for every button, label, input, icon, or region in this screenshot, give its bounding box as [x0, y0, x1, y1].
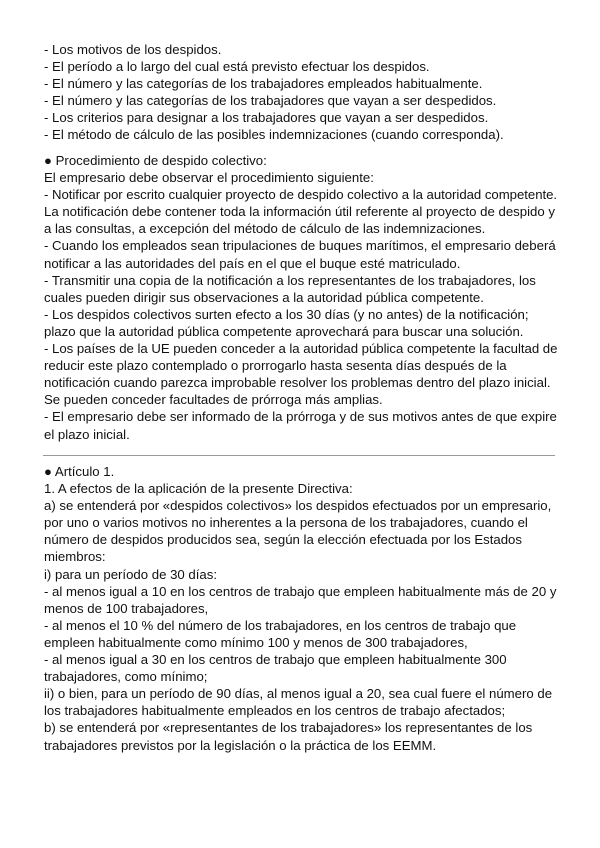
text-line: ii) o bien, para un período de 90 días, al menos igual a 20, sea cual fuere el número de	[44, 686, 553, 702]
text-line: número de despidos producidos sea, según la elección efectuada por los Estados	[44, 532, 522, 548]
text-line: - Los criterios para designar a los trabajadores que vayan a ser despedidos.	[44, 110, 489, 126]
text-line: el plazo inicial.	[44, 426, 130, 442]
text-line: b) se entenderá por «representantes de los trabajadores» los representantes de los	[44, 720, 533, 736]
text-line: notificar a las autoridades del país en el que el buque esté matriculado.	[44, 255, 461, 271]
text-line: ● Procedimiento de despido colectivo:	[44, 153, 267, 168]
text-line: El empresario debe observar el procedimiento siguiente:	[44, 170, 374, 186]
text-line: - Cuando los empleados sean tripulaciones de buques marítimos, el empresario deberá	[44, 238, 556, 254]
text-line: miembros:	[44, 549, 106, 565]
text-line: trabajadores previstos por la legislación o la práctica de los EEMM.	[44, 737, 437, 753]
section-procedimiento	[44, 152, 557, 443]
text-line: notificación cuando parezca improbable resolver los problemas dentro del plazo inicial.	[44, 375, 551, 391]
text-line: - al menos igual a 10 en los centros de trabajo que empleen habitualmente más de 20 y	[44, 583, 557, 599]
text-line: - El período a lo largo del cual está previsto efectuar los despidos.	[44, 59, 430, 75]
text-line: menos de 100 trabajadores,	[44, 600, 209, 616]
text-line: - Transmitir una copia de la notificación a los representantes de los trabajadores, los	[44, 272, 536, 288]
section-divider	[43, 455, 555, 456]
text-line: los trabajadores habitualmente empleados en los centros de trabajo afectados;	[44, 703, 506, 719]
text-line: - El empresario debe ser informado de la prórroga y de sus motivos antes de que expire	[44, 409, 557, 425]
text-line: La notificación debe contener toda la información útil referente al proyecto de despido y	[44, 204, 555, 220]
text-line: reducir este plazo contemplado o prorrogarlo hasta sesenta días después de la	[44, 358, 507, 374]
text-line: - al menos el 10 % del número de los trabajadores, en los centros de trabajo que	[44, 617, 517, 633]
section-articulo-1	[44, 463, 557, 754]
text-line: a) se entenderá por «despidos colectivos» los despidos efectuados por un empresario,	[44, 498, 552, 514]
text-line: Se pueden conceder facultades de prórroga más amplias.	[44, 392, 383, 408]
text-line: empleen habitualmente como mínimo 100 y menos de 300 trabajadores,	[44, 634, 468, 650]
text-line: - El número y las categorías de los trabajadores que vayan a ser despedidos.	[44, 93, 497, 109]
text-line: 1. A efectos de la aplicación de la presente Directiva:	[44, 481, 353, 497]
text-line: - Los despidos colectivos surten efecto a los 30 días (y no antes) de la notificación;	[44, 306, 529, 322]
text-line: por uno o varios motivos no inherentes a la persona de los trabajadores, cuando el	[44, 515, 528, 531]
text-line: - Los motivos de los despidos.	[44, 42, 222, 57]
section-motivos-list	[44, 41, 557, 144]
text-line: ● Artículo 1.	[44, 464, 115, 479]
text-line: - Los países de la UE pueden conceder a la autoridad pública competente la facultad de	[44, 341, 558, 357]
text-line: trabajadores, como mínimo;	[44, 669, 208, 685]
text-line: i) para un período de 30 días:	[44, 566, 218, 582]
text-line: - al menos igual a 30 en los centros de trabajo que empleen habitualmente 300	[44, 652, 507, 668]
text-line: cuales pueden dirigir sus observaciones a la autoridad pública competente.	[44, 289, 484, 305]
text-line: - Notificar por escrito cualquier proyecto de despido colectivo a la autoridad competente.	[44, 187, 558, 203]
text-line: - El método de cálculo de las posibles indemnizaciones (cuando corresponda).	[44, 127, 504, 143]
text-line: plazo que la autoridad pública competente aprovechará para buscar una solución.	[44, 323, 524, 339]
text-line: a las consultas, a excepción del método de cálculo de las indemnizaciones.	[44, 221, 486, 237]
text-line: - El número y las categorías de los trabajadores empleados habitualmente.	[44, 76, 483, 92]
